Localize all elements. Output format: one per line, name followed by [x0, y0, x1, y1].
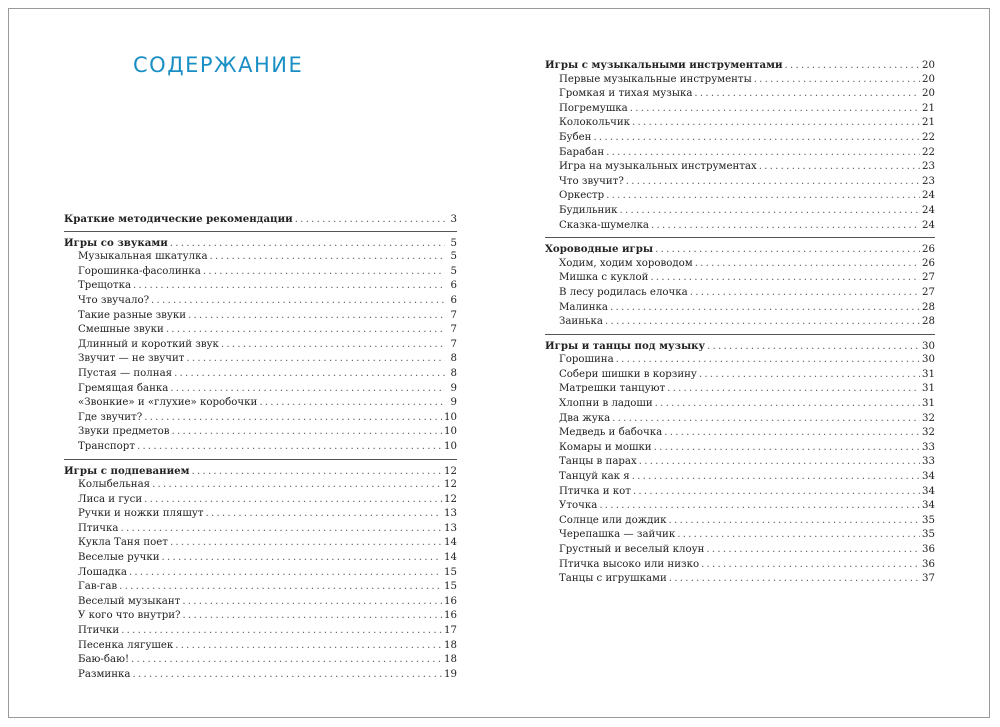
entry-title: Птичка: [78, 522, 119, 534]
entry-title: Малинка: [559, 301, 608, 313]
page-number: 7: [450, 324, 457, 336]
toc-entry[interactable]: [545, 219, 935, 234]
toc-entry[interactable]: [64, 338, 457, 353]
toc-entry[interactable]: [64, 522, 457, 537]
entry-title: Заинька: [559, 316, 603, 328]
dot-leader: [669, 572, 920, 587]
section-title: Игры и танцы под музыку: [545, 339, 706, 352]
page-number: 6: [450, 294, 457, 306]
toc-entry[interactable]: [64, 566, 457, 581]
dot-leader: [152, 478, 442, 493]
dot-leader: [192, 465, 443, 480]
entry-title: Длинный и короткий звук: [78, 338, 219, 350]
entry-title: Где звучит?: [78, 411, 143, 423]
dot-leader: [785, 59, 920, 74]
page-number: 36: [922, 558, 935, 570]
entry-title: Матрешки танцуют: [559, 383, 666, 395]
entry-title: Ручки и ножки пляшут: [78, 508, 204, 520]
page-number: 16: [444, 595, 457, 607]
entry-title: Колокольчик: [559, 117, 631, 129]
page-number: 22: [922, 131, 935, 143]
dot-leader: [633, 485, 920, 500]
entry-title: Птичка и кот: [559, 485, 631, 497]
dot-leader: [210, 250, 445, 265]
entry-title: Кукла Таня поет: [78, 537, 168, 549]
dot-leader: [655, 243, 920, 258]
page-number: 24: [922, 204, 935, 216]
dot-leader: [295, 213, 445, 228]
page-number: 36: [922, 544, 935, 555]
page-number: 22: [922, 146, 935, 158]
toc-entry[interactable]: [545, 528, 935, 543]
page-number: 34: [922, 500, 935, 512]
page-number: 14: [444, 552, 457, 564]
dot-leader: [690, 286, 920, 301]
toc-entry[interactable]: [545, 116, 935, 131]
dot-leader: [655, 397, 920, 412]
dot-leader: [695, 257, 920, 272]
entry-title: Звучит — не звучит: [78, 353, 185, 365]
entry-title: Баю-баю!: [78, 654, 130, 666]
page-number: 12: [444, 493, 457, 505]
toc-section: [545, 242, 935, 335]
entry-title: Хлопни в ладоши: [559, 398, 653, 410]
toc-entry[interactable]: [545, 204, 935, 219]
toc-entry[interactable]: [64, 609, 457, 624]
dot-leader: [632, 116, 920, 131]
page-number: 26: [922, 244, 935, 256]
toc-entry[interactable]: [545, 315, 935, 330]
dot-leader: [259, 396, 445, 411]
page-number: 32: [922, 412, 935, 424]
toc-right-column: [545, 54, 935, 593]
entry-title: «Звонкие» и «глухие» коробочки: [78, 397, 258, 409]
toc-entry[interactable]: [545, 102, 935, 117]
toc-entry[interactable]: [545, 271, 935, 286]
dot-leader: [654, 441, 920, 456]
dot-leader: [170, 536, 442, 551]
page-number: 21: [922, 117, 935, 129]
entry-title: Танцы с игрушками: [559, 573, 667, 585]
entry-title: Песенка лягушек: [78, 639, 174, 651]
page-number: 10: [444, 426, 457, 438]
entry-title: Лошадка: [78, 566, 127, 578]
page-number: 17: [444, 625, 457, 637]
section-title: Игры с подпеванием: [64, 464, 190, 477]
dot-leader: [133, 279, 445, 294]
page-number: 30: [922, 340, 935, 352]
toc-entry[interactable]: [545, 257, 935, 272]
section-title: Хороводные игры: [545, 243, 654, 256]
toc-entry[interactable]: [64, 382, 457, 397]
page-number: 13: [444, 508, 457, 520]
toc-entry[interactable]: [545, 73, 935, 88]
page-number: 24: [922, 219, 935, 231]
toc-entry[interactable]: [64, 250, 457, 265]
page-number: 15: [444, 581, 457, 593]
page-number: 28: [922, 301, 935, 313]
entry-title: Веселые ручки: [78, 552, 160, 564]
entry-title: Медведь и бабочка: [559, 427, 663, 439]
dot-leader: [620, 204, 921, 219]
page-number: 37: [922, 573, 935, 585]
page-number: 20: [922, 73, 935, 85]
section-heading[interactable]: [64, 464, 457, 479]
toc-entry[interactable]: [64, 595, 457, 610]
entry-title: Гремящая банка: [78, 382, 169, 394]
entry-title: Что звучало?: [78, 294, 150, 306]
entry-title: Грустный и веселый клоун: [559, 544, 705, 555]
dot-leader: [121, 624, 442, 639]
toc-entry[interactable]: [64, 309, 457, 324]
toc-entry[interactable]: [545, 543, 935, 558]
toc-section: [545, 339, 935, 591]
entry-title: Погремушка: [559, 102, 628, 114]
dot-leader: [593, 131, 920, 146]
section-heading[interactable]: [545, 242, 935, 257]
dot-leader: [175, 639, 442, 654]
dot-leader: [606, 146, 920, 161]
dot-leader: [669, 514, 921, 529]
section-title: Игры с музыкальными инструментами: [545, 59, 783, 71]
entry-title: Танцуй как я: [559, 471, 630, 483]
toc-entry[interactable]: [545, 382, 935, 397]
entry-title: Трещотка: [78, 280, 132, 292]
toc-entry[interactable]: [64, 279, 457, 294]
toc-entry[interactable]: [545, 514, 935, 529]
toc-section: [64, 236, 457, 460]
entry-title: Транспорт: [78, 440, 135, 452]
dot-leader: [639, 455, 920, 470]
page-number: 18: [444, 654, 457, 666]
dot-leader: [182, 595, 442, 610]
dot-leader: [667, 382, 920, 397]
page-number: 30: [922, 354, 935, 366]
toc-entry[interactable]: [64, 411, 457, 426]
entry-title: Птичка высоко или низко: [559, 558, 700, 570]
toc-entry[interactable]: [64, 493, 457, 508]
page-number: 34: [922, 471, 935, 483]
toc-entry[interactable]: [64, 425, 457, 440]
toc-entry[interactable]: [545, 368, 935, 383]
toc-entry[interactable]: [545, 286, 935, 301]
dot-leader: [599, 499, 920, 514]
page-number: 31: [922, 398, 935, 410]
dot-leader: [699, 368, 920, 383]
entry-title: Оркестр: [559, 190, 605, 202]
entry-title: Пустая — полная: [78, 367, 173, 379]
dot-leader: [651, 219, 920, 234]
entry-title: У кого что внутри?: [78, 610, 181, 622]
toc-entry[interactable]: [64, 507, 457, 522]
entry-title: Бубен: [559, 131, 592, 143]
dot-leader: [188, 309, 445, 324]
toc-entry[interactable]: [64, 551, 457, 566]
page-number: 5: [450, 251, 457, 263]
toc-entry[interactable]: [545, 189, 935, 204]
page-number: 26: [922, 257, 935, 269]
dot-leader: [626, 175, 920, 190]
toc-entry[interactable]: [64, 294, 457, 309]
entry-title: Танцы в парах: [559, 456, 637, 468]
page-number: 14: [444, 537, 457, 549]
toc-entry[interactable]: [64, 352, 457, 367]
entry-title: Собери шишки в корзину: [559, 368, 697, 380]
toc-section: [64, 464, 457, 687]
toc-entry[interactable]: [545, 397, 935, 412]
dot-leader: [612, 412, 920, 427]
page-number: 28: [922, 316, 935, 328]
entry-title: Солнце или дождик: [559, 514, 667, 526]
dot-leader: [605, 315, 920, 330]
entry-title: Птички: [78, 625, 120, 637]
page-number: 31: [922, 383, 935, 395]
dot-leader: [119, 580, 442, 595]
toc-entry[interactable]: [64, 624, 457, 639]
page-number: 7: [450, 309, 457, 321]
page-number: 12: [444, 479, 457, 491]
toc-entry[interactable]: [64, 265, 457, 280]
toc-entry[interactable]: [545, 558, 935, 573]
section-title: Игры со звуками: [64, 236, 168, 249]
page-number: 33: [922, 441, 935, 453]
entry-title: Музыкальная шкатулка: [78, 251, 208, 263]
toc-entry[interactable]: [545, 146, 935, 161]
entry-title: Барабан: [559, 146, 605, 158]
entry-title: Такие разные звуки: [78, 309, 187, 321]
page-number: 20: [922, 60, 935, 71]
page-number: 8: [450, 353, 457, 365]
page-number: 32: [922, 427, 935, 439]
toc-entry[interactable]: [545, 572, 935, 587]
dot-leader: [606, 189, 920, 204]
toc-entry[interactable]: [545, 470, 935, 485]
dot-leader: [203, 265, 445, 280]
dot-leader: [162, 551, 443, 566]
dot-leader: [172, 425, 442, 440]
dot-leader: [677, 528, 920, 543]
entry-title: Горошинка-фасолинка: [78, 265, 201, 277]
section-heading[interactable]: [545, 58, 935, 73]
dot-leader: [144, 411, 442, 426]
dot-leader: [754, 73, 920, 88]
entry-title: Черепашка — зайчик: [559, 529, 676, 541]
toc-entry[interactable]: [64, 323, 457, 338]
dot-leader: [186, 352, 445, 367]
entry-title: Два жука: [559, 412, 611, 424]
dot-leader: [182, 609, 442, 624]
dot-leader: [151, 294, 445, 309]
dot-leader: [137, 440, 442, 455]
entry-title: Будильник: [559, 204, 618, 216]
page-number: 8: [450, 367, 457, 379]
toc-entry[interactable]: [545, 485, 935, 500]
page-number: 9: [450, 382, 457, 394]
dot-leader: [174, 367, 445, 382]
dot-leader: [206, 507, 443, 522]
dot-leader: [170, 237, 445, 252]
dot-leader: [144, 493, 442, 508]
page-number: 21: [922, 102, 935, 114]
page-number: 27: [922, 272, 935, 284]
page-number: 18: [444, 639, 457, 651]
toc-entry[interactable]: [545, 353, 935, 368]
toc-section: [64, 212, 457, 232]
entry-title: Громкая и тихая музыка: [559, 88, 693, 100]
page-number: 16: [444, 610, 457, 622]
dot-leader: [221, 338, 445, 353]
toc-entry[interactable]: [545, 441, 935, 456]
page-number: 5: [450, 237, 457, 249]
page-number: 33: [922, 456, 935, 468]
dot-leader: [664, 426, 920, 441]
dot-leader: [132, 668, 442, 683]
page-number: 35: [922, 514, 935, 526]
section-heading[interactable]: [545, 339, 935, 354]
entry-title: Уточка: [559, 500, 598, 512]
entry-title: Ходим, ходим хороводом: [559, 257, 693, 269]
dot-leader: [694, 87, 920, 102]
entry-title: Разминка: [78, 668, 131, 680]
entry-title: Звуки предметов: [78, 426, 170, 438]
entry-title: Гав-гав: [78, 581, 118, 593]
entry-title: В лесу родилась елочка: [559, 286, 688, 298]
toc-entry[interactable]: [64, 668, 457, 683]
entry-title: Лиса и гуси: [78, 493, 143, 505]
page-number: 15: [444, 566, 457, 578]
page-number: 19: [444, 668, 457, 680]
dot-leader: [632, 470, 920, 485]
toc-section: [545, 58, 935, 238]
page-number: 10: [444, 440, 457, 452]
page-number: 31: [922, 368, 935, 380]
dot-leader: [706, 543, 920, 558]
entry-title: Колыбельная: [78, 479, 151, 491]
page-number: 20: [922, 88, 935, 100]
entry-title: Первые музыкальные инструменты: [559, 73, 752, 85]
toc-entry[interactable]: [545, 499, 935, 514]
section-heading[interactable]: [64, 212, 457, 227]
toc-entry[interactable]: [545, 455, 935, 470]
entry-title: Игра на музыкальных инструментах: [559, 161, 757, 173]
dot-leader: [759, 160, 920, 175]
toc-left-column: [64, 208, 457, 688]
toc-entry[interactable]: [545, 131, 935, 146]
dot-leader: [707, 340, 920, 355]
toc-entry[interactable]: [545, 412, 935, 427]
toc-entry[interactable]: [64, 478, 457, 493]
toc-title: СОДЕРЖАНИЕ: [133, 53, 304, 77]
entry-title: Горошина: [559, 354, 614, 366]
dot-leader: [166, 323, 445, 338]
toc-entry[interactable]: [64, 653, 457, 668]
entry-title: Мишка с куклой: [559, 272, 649, 284]
page-number: 7: [450, 338, 457, 350]
toc-entry[interactable]: [64, 639, 457, 654]
toc-entry[interactable]: [64, 440, 457, 455]
page-number: 9: [450, 397, 457, 409]
toc-entry[interactable]: [64, 536, 457, 551]
dot-leader: [630, 102, 920, 117]
toc-entry[interactable]: [545, 426, 935, 441]
page-number: 10: [444, 411, 457, 423]
entry-title: Веселый музыкант: [78, 595, 181, 607]
page-number: 23: [922, 161, 935, 173]
toc-entry[interactable]: [64, 580, 457, 595]
dot-leader: [610, 301, 920, 316]
toc-entry[interactable]: [64, 367, 457, 382]
dot-leader: [121, 522, 443, 537]
dot-leader: [701, 558, 920, 573]
dot-leader: [616, 353, 920, 368]
section-title: Краткие методические рекомендации: [64, 213, 293, 225]
page-number: 6: [450, 280, 457, 292]
toc-entry[interactable]: [545, 87, 935, 102]
page-number: 13: [444, 522, 457, 534]
section-heading[interactable]: [64, 236, 457, 251]
page-number: 3: [450, 214, 457, 225]
page-number: 12: [444, 465, 457, 477]
toc-entry[interactable]: [545, 175, 935, 190]
toc-entry[interactable]: [64, 396, 457, 411]
dot-leader: [131, 653, 442, 668]
toc-entry[interactable]: [545, 301, 935, 316]
entry-title: Комары и мошки: [559, 441, 652, 453]
page-number: 27: [922, 286, 935, 298]
dot-leader: [129, 566, 442, 581]
toc-entry[interactable]: [545, 160, 935, 175]
page-number: 23: [922, 175, 935, 187]
page-number: 35: [922, 529, 935, 541]
page-number: 5: [450, 265, 457, 277]
entry-title: Что звучит?: [559, 175, 624, 187]
dot-leader: [170, 382, 445, 397]
page-number: 24: [922, 190, 935, 202]
entry-title: Смешные звуки: [78, 324, 164, 336]
dot-leader: [650, 271, 920, 286]
entry-title: Сказка-шумелка: [559, 219, 650, 231]
page-number: 34: [922, 485, 935, 497]
